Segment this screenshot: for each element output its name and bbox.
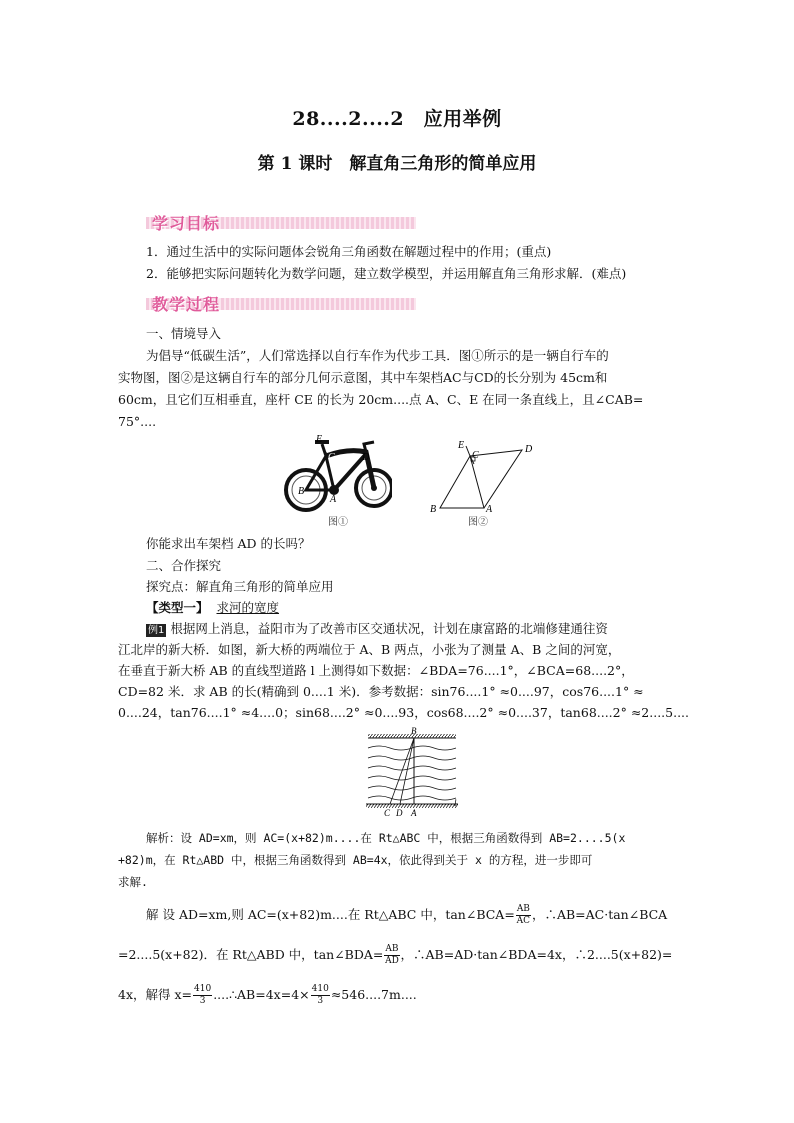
handlebar bbox=[364, 442, 374, 452]
geo-label-a: A bbox=[486, 504, 493, 515]
solution-text: ，∴AB=AD·tan∠BDA=4x，∴2....5(x+82)= bbox=[400, 947, 673, 962]
river-label-a: A bbox=[411, 808, 417, 818]
fraction-410-3 bbox=[311, 984, 330, 1007]
geo-label-d: D bbox=[525, 444, 533, 455]
bike-label-c: C bbox=[328, 452, 335, 463]
river-label-d: D bbox=[396, 808, 403, 818]
example-line: 0....24，tan76....1° ≈4....0；sin68....2° ≈0....93，cos68....2° ≈0....37，tan68....2° ≈2....5.... bbox=[118, 705, 690, 720]
geometry-figure bbox=[426, 438, 546, 516]
process-banner-label: 教学过程 bbox=[152, 295, 221, 314]
fraction-numerator: 410 bbox=[194, 984, 212, 994]
wave bbox=[368, 786, 456, 790]
intro-line: 实物图，图②是这辆自行车的部分几何示意图，其中车架档AC与CD的长分别为 45cm和 bbox=[118, 370, 608, 385]
goals-banner bbox=[146, 211, 416, 233]
example-line: 在垂直于新大桥 AB 的直线型道路 l 上测得如下数据：∠BDA=76....1°，∠BCA=68....2°， bbox=[118, 663, 634, 678]
fraction-ab-ac bbox=[516, 904, 531, 927]
analysis-line: 解析：设 AD=xm，则 AC=(x+82)m....在 Rt△ABC 中，根据三角函数得到 AB=2....5(x bbox=[146, 831, 626, 845]
lesson-subtitle: 第 1 课时 解直角三角形的简单应用 bbox=[257, 154, 537, 174]
analysis-line: 求解. bbox=[118, 875, 148, 889]
intro-line: 为倡导“低碳生活”，人们常选择以自行车作为代步工具．图①所示的是一辆自行车的 bbox=[146, 348, 609, 363]
page-title: 28....2....2 应用举例 bbox=[292, 108, 502, 130]
fraction-ab-ad bbox=[384, 944, 399, 967]
bike-label-d: D bbox=[362, 452, 370, 463]
solution-line bbox=[118, 980, 417, 1010]
solution-text: =2....5(x+82)．在 Rt△ABD 中，tan∠BDA= bbox=[118, 947, 384, 962]
goal-item: 1．通过生活中的实际问题体会锐角三角函数在解题过程中的作用；(重点) bbox=[146, 244, 552, 259]
fraction-numerator: AB bbox=[385, 944, 399, 954]
example-badge: 例1 bbox=[148, 625, 165, 636]
river-label-b: B bbox=[411, 726, 417, 736]
geo-label-c: C bbox=[472, 450, 479, 461]
wave bbox=[368, 796, 456, 800]
example-line bbox=[146, 618, 608, 639]
fraction-numerator: 410 bbox=[311, 984, 329, 994]
solution-text: ....∴AB=4x=4× bbox=[213, 987, 310, 1002]
solution-text: 解 设 AD=xm,则 AC=(x+82)m....在 Rt△ABC 中，tan∠BCA= bbox=[146, 907, 515, 922]
fraction-denominator: 3 bbox=[317, 996, 324, 1006]
wave bbox=[368, 756, 456, 760]
river-label-l: l bbox=[454, 798, 457, 808]
section-heading-explore: 二、合作探究 bbox=[146, 558, 222, 573]
intro-line: 60cm，且它们互相垂直，座杆 CE 的长为 20cm....点 A、C、E 在同一条直线上，且∠CAB= bbox=[118, 392, 644, 407]
fraction-denominator: 3 bbox=[199, 996, 206, 1006]
fraction-numerator: AB bbox=[516, 904, 530, 914]
bike-label-b: B bbox=[298, 486, 305, 497]
fraction-denominator: AD bbox=[385, 956, 399, 966]
example-line: CD=82 米．求 AB 的长(精确到 0....1 米)．参考数据：sin76....1° ≈0....97，cos76....1° ≈ bbox=[118, 684, 644, 699]
figure1-caption: 图① bbox=[328, 517, 348, 528]
process-banner bbox=[146, 292, 416, 314]
solution-text: ≈546....7m.... bbox=[330, 987, 417, 1002]
geo-label-e: E bbox=[458, 440, 465, 451]
river-figure bbox=[356, 724, 466, 820]
seat-post bbox=[322, 444, 326, 456]
goals-banner-label: 学习目标 bbox=[152, 214, 221, 233]
type-line bbox=[146, 597, 279, 618]
fraction-denominator: AC bbox=[516, 916, 531, 926]
example-text: 根据网上消息，益阳市为了改善市区交通状况，计划在康富路的北端修建通往资 bbox=[170, 621, 608, 636]
solution-line bbox=[146, 900, 667, 930]
bike-label-e: E bbox=[316, 434, 323, 445]
bike-label-a: A bbox=[330, 494, 337, 505]
figure2-caption: 图② bbox=[468, 517, 488, 528]
explore-point: 探究点：解直角三角形的简单应用 bbox=[146, 579, 334, 594]
solution-text: ，∴AB=AC·tan∠BCA bbox=[531, 907, 668, 922]
section-heading-intro: 一、情境导入 bbox=[146, 326, 222, 341]
wave bbox=[368, 766, 456, 770]
segment-ce bbox=[466, 446, 470, 456]
triangle-abc bbox=[440, 456, 484, 508]
solution-line bbox=[118, 940, 672, 970]
type-label: 【类型一】 bbox=[146, 600, 209, 615]
type-title: 求河的宽度 bbox=[216, 600, 280, 615]
solution-text: 4x，解得 x= bbox=[118, 987, 192, 1002]
wave bbox=[368, 776, 456, 780]
analysis-line: +82)m，在 Rt△ABD 中，根据三角函数得到 AB=4x，依此得到关于 x 的方程，进一步即可 bbox=[118, 853, 593, 867]
river-label-c: C bbox=[384, 808, 391, 818]
geo-label-b: B bbox=[430, 504, 437, 515]
example-line: 江北岸的新大桥．如图，新大桥的两端位于 A、B 两点，小张为了测量 A、B 之间的河宽， bbox=[118, 642, 621, 657]
fraction-410-3 bbox=[193, 984, 212, 1007]
goal-item: 2．能够把实际问题转化为数学问题，建立数学模型，并运用解直角三角形求解．(难点) bbox=[146, 266, 627, 281]
intro-line: 75°.... bbox=[118, 414, 157, 429]
intro-question: 你能求出车架档 AD 的长吗？ bbox=[146, 536, 311, 551]
